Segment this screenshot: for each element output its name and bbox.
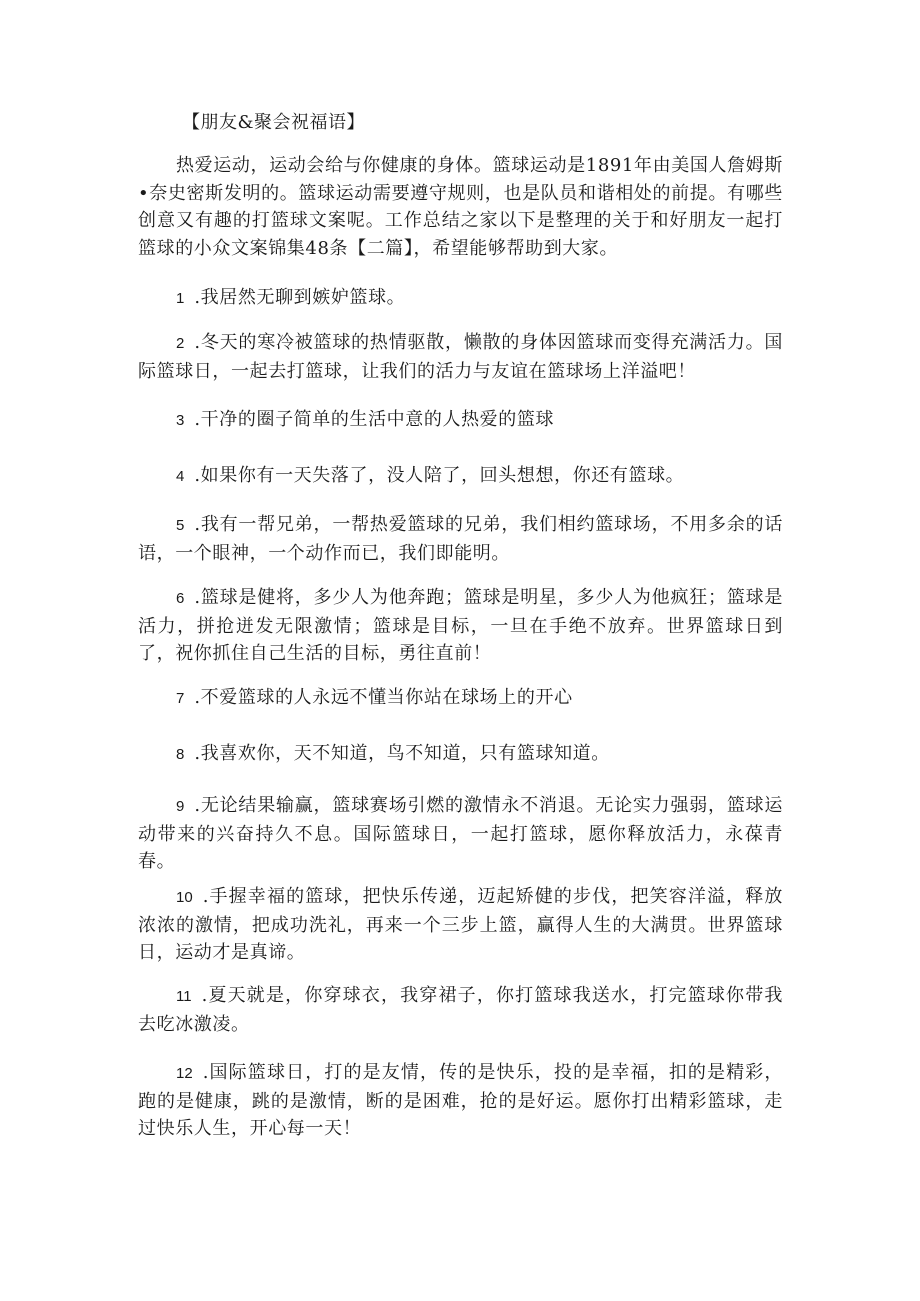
intro-paragraph: 热爱运动，运动会给与你健康的身体。篮球运动是1891年由美国人詹姆斯•奈史密斯发明的。篮球运动需要遵守规则，也是队员和谐相处的前提。有哪些创意又有趣的打篮球文案呢。工作总结之家以下是整理的关于和好朋友一起打篮球的小众文案锦集48条【二篇】，希望能够帮助到大家。 — [138, 155, 783, 259]
item-text: .干净的圈子简单的生活中意的人热爱的篮球 — [194, 409, 555, 430]
item-text: .国际篮球日，打的是友情，传的是快乐，投的是幸福，扣的是精彩，跑的是健康，跳的是激情，断的是困难，抢的是好运。愿你打出精彩篮球，走过快乐人生，开心每一天！ — [138, 1062, 783, 1139]
item-number: 7 — [176, 690, 185, 707]
item-number: 10 — [176, 889, 193, 906]
item-text: .我有一帮兄弟，一帮热爱篮球的兄弟，我们相约篮球场，不用多余的话语，一个眼神，一个动作而已，我们即能明。 — [138, 514, 783, 564]
list-item — [138, 284, 783, 313]
list-item — [138, 684, 783, 713]
item-number: 1 — [176, 290, 185, 307]
list-item — [138, 982, 783, 1038]
list-item — [138, 1059, 783, 1143]
list-item — [138, 740, 783, 769]
item-number: 6 — [176, 590, 185, 607]
item-text: .手握幸福的篮球，把快乐传递，迈起矫健的步伐，把笑容洋溢，释放浓浓的激情，把成功洗礼，再来一个三步上篮，赢得人生的大满贯。世界篮球日，运动才是真谛。 — [138, 886, 783, 963]
item-number: 12 — [176, 1065, 193, 1082]
list-item — [138, 883, 783, 967]
item-text: .我喜欢你，天不知道，鸟不知道，只有篮球知道。 — [194, 743, 610, 764]
document-title: 【朋友&聚会祝福语】 — [182, 112, 366, 133]
item-text: .冬天的寒冷被篮球的热情驱散，懒散的身体因篮球而变得充满活力。国际篮球日，一起去打篮球，让我们的活力与友谊在篮球场上洋溢吧！ — [138, 332, 783, 382]
item-number: 3 — [176, 412, 185, 429]
item-number: 9 — [176, 798, 185, 815]
list-item — [138, 511, 783, 567]
item-text: .无论结果输赢，篮球赛场引燃的激情永不消退。无论实力强弱，篮球运动带来的兴奋持久不息。国际篮球日，一起打篮球，愿你释放活力，永葆青春。 — [138, 795, 783, 872]
item-text: .如果你有一天失落了，没人陪了，回头想想，你还有篮球。 — [194, 465, 685, 486]
item-text: .不爱篮球的人永远不懂当你站在球场上的开心 — [194, 687, 573, 708]
list-item — [138, 584, 783, 668]
item-number: 2 — [176, 335, 185, 352]
item-text: .篮球是健将，多少人为他奔跑；篮球是明星，多少人为他疯狂；篮球是活力，拼抢迸发无限激情；篮球是目标，一旦在手绝不放弃。世界篮球日到了，祝你抓住自己生活的目标，勇往直前！ — [138, 587, 783, 664]
list-item — [138, 406, 783, 435]
item-text: .夏天就是，你穿球衣，我穿裙子，你打篮球我送水，打完篮球你带我去吃冰激凌。 — [138, 985, 783, 1035]
item-number: 4 — [176, 468, 185, 485]
item-text: .我居然无聊到嫉妒篮球。 — [194, 287, 406, 308]
item-number: 11 — [176, 988, 192, 1005]
list-item — [138, 329, 783, 385]
item-number: 5 — [176, 517, 185, 534]
list-item — [138, 792, 783, 876]
list-item — [138, 462, 783, 491]
item-number: 8 — [176, 746, 185, 763]
